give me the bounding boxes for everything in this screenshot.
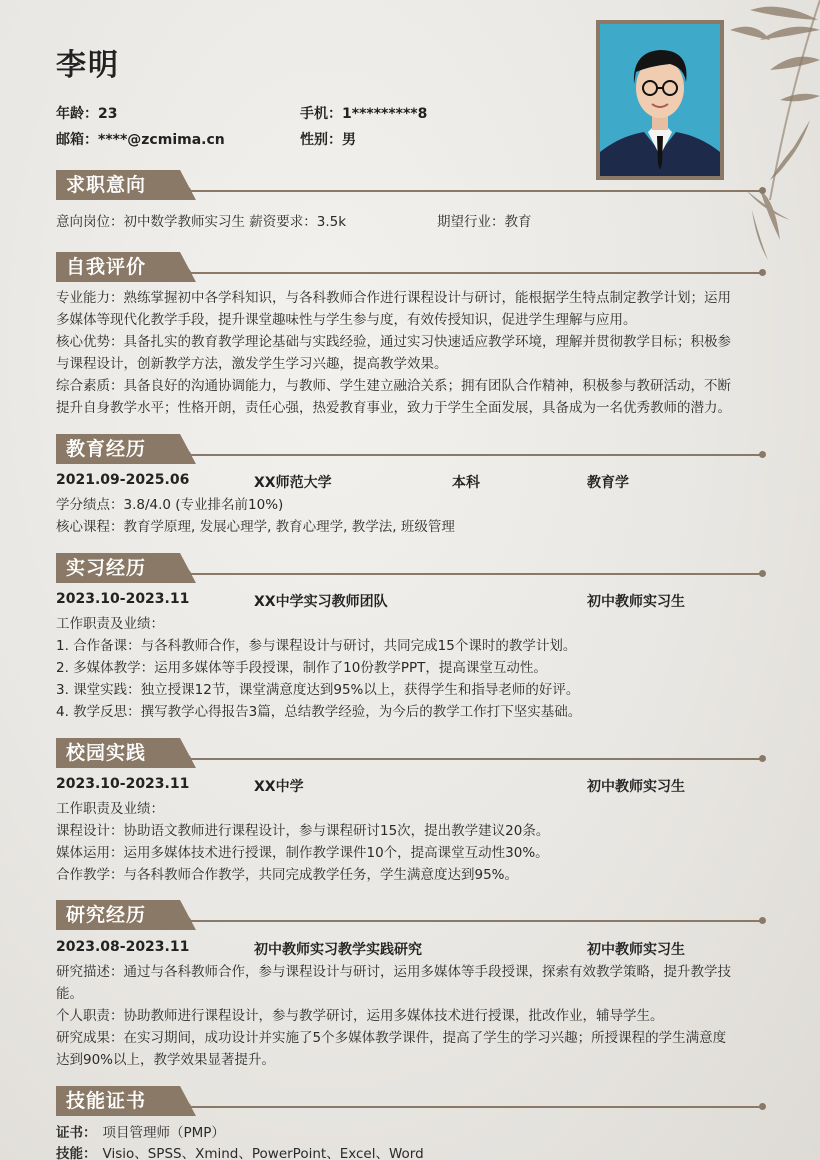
text-line: 课程设计：协助语文教师进行课程设计，参与课程研讨15次，提出教学建议20条。 xyxy=(56,823,550,839)
divider-dot xyxy=(184,917,191,924)
gender-field xyxy=(300,129,356,149)
campus-role: 初中教师实习生 xyxy=(587,779,685,795)
phone-label: 手机： xyxy=(300,106,342,122)
text-line: 工作职责及业绩： xyxy=(56,616,164,632)
intern-date: 2023.10-2023.11 xyxy=(56,591,190,607)
section-title: 自我评价 xyxy=(56,252,174,282)
gender-label: 性别： xyxy=(300,132,342,148)
text-line: 能。 xyxy=(56,986,83,1002)
text-line: 研究成果：在实习期间，成功设计并实施了5个多媒体教学课件，提高了学生的学习兴趣；所授课程的学生满意度 xyxy=(56,1030,727,1046)
age-field xyxy=(56,103,117,123)
research-role: 初中教师实习生 xyxy=(587,942,685,958)
section-divider xyxy=(188,454,762,456)
divider-dot xyxy=(184,570,191,577)
section-header-research xyxy=(56,900,766,930)
section-header-intent xyxy=(56,170,766,200)
text-line: 提升自身教学水平；性格开朗，责任心强，热爱教育事业，致力于学生全面发展，具备成为一名优秀教师的潜力。 xyxy=(56,400,731,416)
cert-value: 项目管理师（PMP） xyxy=(102,1125,225,1141)
intern-org: XX中学实习教师团队 xyxy=(254,594,388,610)
text-line: 3. 课堂实践：独立授课12节，课堂满意度达到95%以上，获得学生和指导老师的好评。 xyxy=(56,682,580,698)
text-line: 多媒体等现代化教学手段，提升课堂趣味性与学生参与度，有效传授知识，促进学生理解与应用。 xyxy=(56,312,637,328)
section-divider xyxy=(188,573,762,575)
text-line: 合作教学：与各科教师合作教学，共同完成教学任务，学生满意度达到95%。 xyxy=(56,867,519,883)
text-line: 2. 多媒体教学：运用多媒体等手段授课，制作了10份教学PPT，提高课堂互动性。 xyxy=(56,660,547,676)
divider-dot xyxy=(184,451,191,458)
cert-line xyxy=(56,1122,766,1144)
section-divider xyxy=(188,1106,762,1108)
campus-org: XX中学 xyxy=(254,779,304,795)
gender-value: 男 xyxy=(342,132,356,148)
section-divider xyxy=(188,190,762,192)
text-line: 个人职责：协助教师进行课程设计，参与教学研讨，运用多媒体技术进行授课，批改作业，辅导学生。 xyxy=(56,1008,664,1024)
cert-label: 证书： xyxy=(56,1125,97,1141)
divider-dot xyxy=(759,1103,766,1110)
profile-photo xyxy=(596,20,724,180)
intent-position-salary: 意向岗位：初中数学教师实习生 薪资要求：3.5k xyxy=(56,214,347,230)
divider-dot xyxy=(184,187,191,194)
section-title: 求职意向 xyxy=(56,170,174,200)
divider-dot xyxy=(759,187,766,194)
section-header-internship xyxy=(56,553,766,583)
age-value: 23 xyxy=(98,106,118,122)
edu-degree: 本科 xyxy=(452,475,480,491)
section-header-self-evaluation xyxy=(56,252,766,282)
text-line: 与课程设计，创新教学方法，激发学生学习兴趣，提高教学效果。 xyxy=(56,356,448,372)
phone-value: 1*********8 xyxy=(342,106,428,122)
text-line: 1. 合作备课：与各科教师合作，参与课程设计与研讨，共同完成15个课时的教学计划。 xyxy=(56,638,577,654)
age-label: 年龄： xyxy=(56,106,98,122)
email-field xyxy=(56,129,225,149)
email-label: 邮箱： xyxy=(56,132,98,148)
research-details xyxy=(56,961,766,1071)
divider-dot xyxy=(759,917,766,924)
section-header-education xyxy=(56,434,766,464)
section-title: 实习经历 xyxy=(56,553,174,583)
divider-dot xyxy=(184,269,191,276)
text-line: 专业能力：熟练掌握初中各学科知识，与各科教师合作进行课程设计与研讨，能根据学生特点制定教学计划；运用 xyxy=(56,290,731,306)
section-header-skills xyxy=(56,1086,766,1116)
divider-dot xyxy=(184,755,191,762)
section-divider xyxy=(188,758,762,760)
edu-gpa: 学分绩点：3.8/4.0 (专业排名前10%) xyxy=(56,497,284,513)
phone-field xyxy=(300,103,427,123)
skill-line xyxy=(56,1143,766,1160)
skill-value: Visio、SPSS、Xmind、PowerPoint、Excel、Word xyxy=(102,1146,424,1160)
divider-dot xyxy=(759,451,766,458)
text-line: 综合素质：具备良好的沟通协调能力，与教师、学生建立融洽关系；拥有团队合作精神，积极参与教研活动，不断 xyxy=(56,378,731,394)
intent-industry: 期望行业：教育 xyxy=(437,214,532,230)
text-line: 研究描述：通过与各科教师合作，参与课程设计与研讨，运用多媒体等手段授课，探索有效教学策略，提升教学技 xyxy=(56,964,731,980)
research-title: 初中教师实习教学实践研究 xyxy=(254,942,422,958)
section-title: 研究经历 xyxy=(56,900,174,930)
section-divider xyxy=(188,272,762,274)
self-eval-text xyxy=(56,287,766,419)
divider-dot xyxy=(759,755,766,762)
edu-school: XX师范大学 xyxy=(254,475,332,491)
intern-details xyxy=(56,613,766,723)
text-line: 工作职责及业绩： xyxy=(56,801,164,817)
divider-dot xyxy=(184,1103,191,1110)
text-line: 核心优势：具备扎实的教育教学理论基础与实践经验，通过实习快速适应教学环境，理解并贯彻教学目标；积极参 xyxy=(56,334,731,350)
skill-label: 技能： xyxy=(56,1146,97,1160)
campus-date: 2023.10-2023.11 xyxy=(56,776,190,792)
text-line: 4. 教学反思：撰写教学心得报告3篇，总结教学经验，为今后的教学工作打下坚实基础。 xyxy=(56,704,582,720)
intern-role: 初中教师实习生 xyxy=(587,594,685,610)
edu-details xyxy=(56,494,766,538)
candidate-name: 李明 xyxy=(56,48,120,83)
edu-major: 教育学 xyxy=(587,475,629,491)
section-title: 校园实践 xyxy=(56,738,174,768)
divider-dot xyxy=(759,570,766,577)
section-title: 教育经历 xyxy=(56,434,174,464)
section-title: 技能证书 xyxy=(56,1086,174,1116)
edu-date: 2021.09-2025.06 xyxy=(56,472,190,488)
section-divider xyxy=(188,920,762,922)
text-line: 媒体运用：运用多媒体技术进行授课，制作教学课件10个，提高课堂互动性30%。 xyxy=(56,845,549,861)
section-header-campus xyxy=(56,738,766,768)
divider-dot xyxy=(759,269,766,276)
edu-courses: 核心课程：教育学原理, 发展心理学, 教育心理学, 教学法, 班级管理 xyxy=(56,519,455,535)
email-value: ****@zcmima.cn xyxy=(98,132,225,148)
text-line: 达到90%以上，教学效果显著提升。 xyxy=(56,1052,276,1068)
research-date: 2023.08-2023.11 xyxy=(56,939,190,955)
campus-details xyxy=(56,798,766,886)
